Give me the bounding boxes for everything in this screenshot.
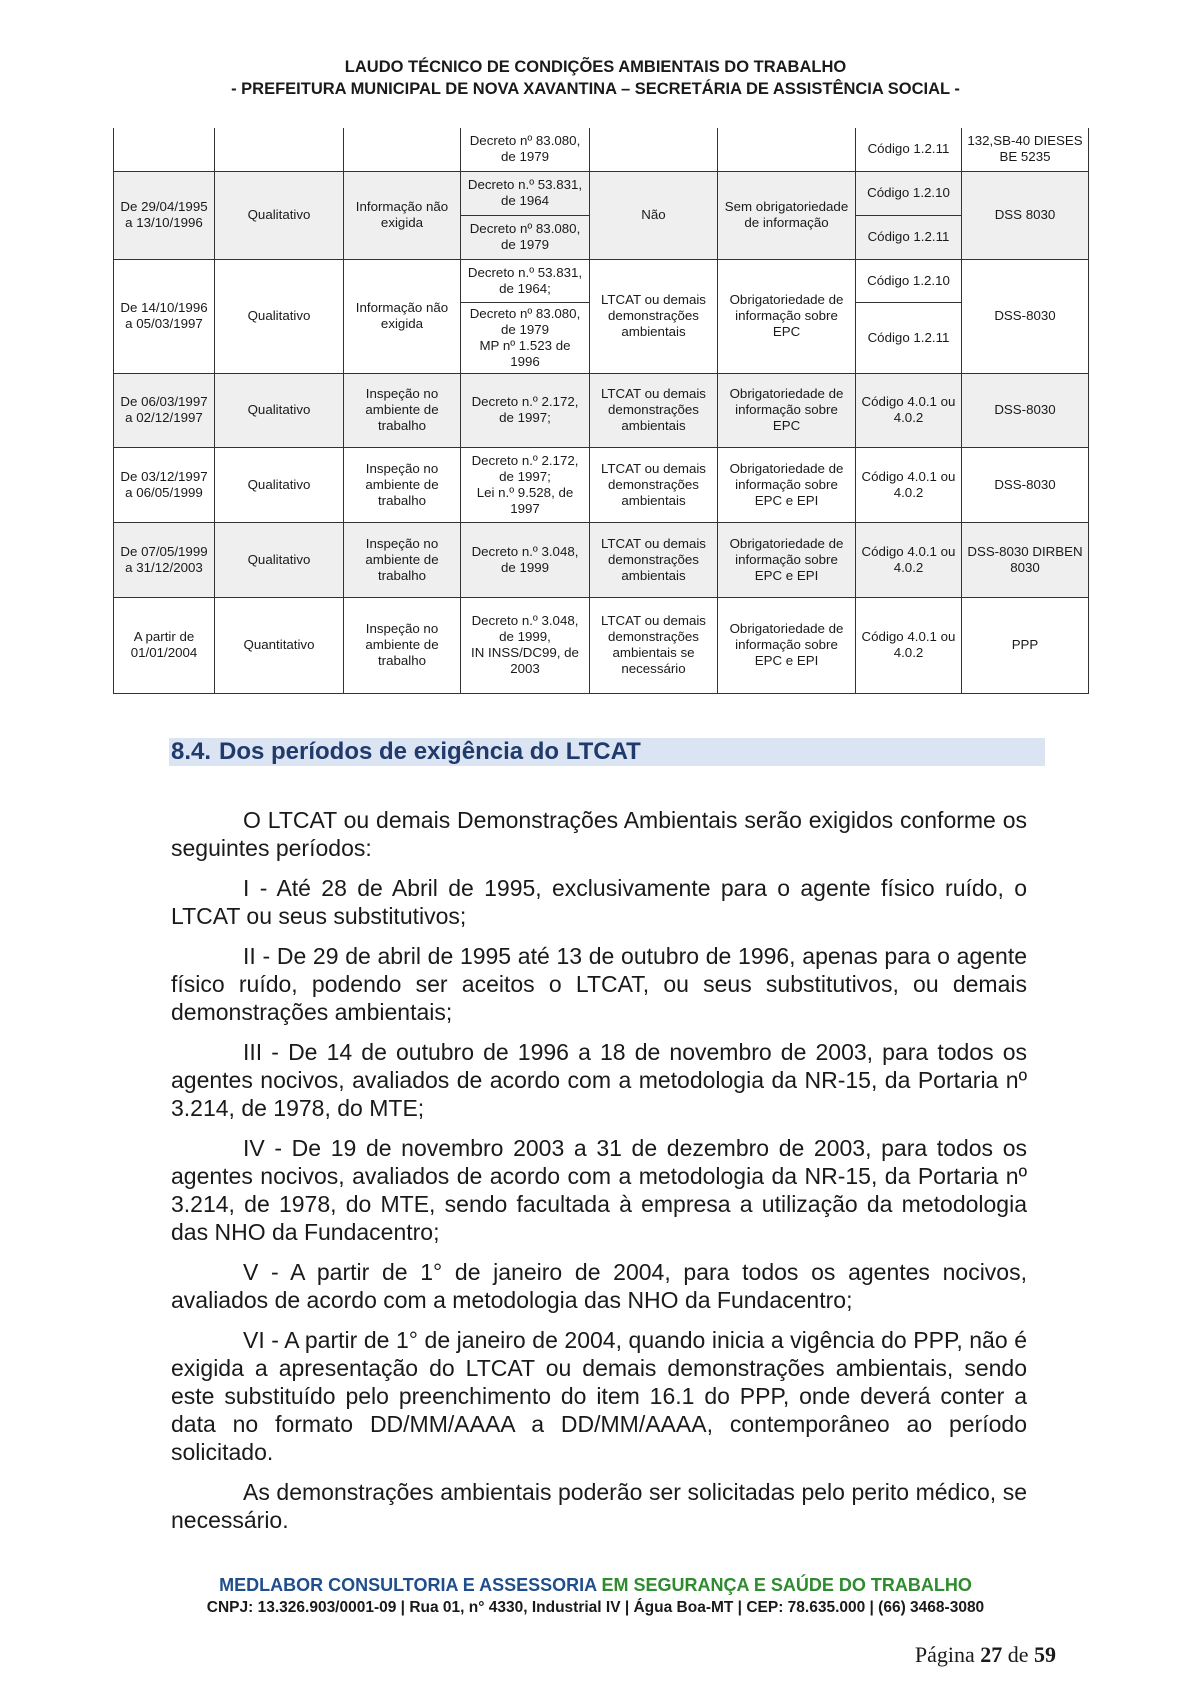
- section-title: Dos períodos de exigência do LTCAT: [219, 738, 641, 765]
- table-cell-periodo: De 06/03/1997 a 02/12/1997: [114, 373, 215, 447]
- footer-address: CNPJ: 13.326.903/0001-09 | Rua 01, n° 4330, Industrial IV | Água Boa-MT | CEP: 78.635.000 | (66) 3468-3080: [206, 1599, 985, 1616]
- table-cell-ltcat: LTCAT ou demais demonstrações ambientais: [590, 373, 718, 447]
- page-separator: de: [1007, 1642, 1029, 1667]
- table-cell-decreto: Decreto n.º 2.172, de 1997;: [461, 373, 590, 447]
- footer-company-line: [0, 1573, 1191, 1597]
- table-cell: [114, 128, 215, 171]
- table-cell-inspecao: Inspeção no ambiente de trabalho: [344, 522, 461, 597]
- table-cell-ltcat: LTCAT ou demais demonstrações ambientais: [590, 447, 718, 522]
- table-cell-tipo: Qualitativo: [215, 259, 344, 373]
- page-current: 27: [980, 1642, 1003, 1667]
- paragraph: I - Até 28 de Abril de 1995, exclusivamente para o agente físico ruído, o LTCAT ou seus substitutivos;: [171, 875, 1027, 929]
- table-cell-norma: PPP: [962, 597, 1089, 693]
- table-cell-codigo: Código 1.2.10: [856, 259, 962, 302]
- table-cell-decreto: Decreto n.º 53.831, de 1964: [461, 171, 590, 215]
- table-cell-norma: DSS-8030: [962, 373, 1089, 447]
- table-cell-decreto: Decreto n.º 53.831, de 1964;: [461, 259, 590, 302]
- table-cell-inspecao: Informação não exigida: [344, 171, 461, 259]
- table-cell-epc: Obrigatoriedade de informação sobre EPC e EPI: [718, 597, 856, 693]
- table-cell-codigo: Código 1.2.11: [856, 128, 962, 171]
- table-cell-periodo: De 07/05/1999 a 31/12/2003: [114, 522, 215, 597]
- table-cell-codigo: Código 4.0.1 ou 4.0.2: [856, 597, 962, 693]
- table-cell-tipo: Qualitativo: [215, 171, 344, 259]
- table-cell-decreto: Decreto n.º 2.172, de 1997; Lei n.º 9.528, de 1997: [461, 447, 590, 522]
- header-subtitle: - PREFEITURA MUNICIPAL DE NOVA XAVANTINA – SECRETÁRIA DE ASSISTÊNCIA SOCIAL -: [231, 80, 960, 98]
- table-cell-epc: Obrigatoriedade de informação sobre EPC: [718, 373, 856, 447]
- table-cell-tipo: Quantitativo: [215, 597, 344, 693]
- page-number: [915, 1642, 1056, 1668]
- table-cell-periodo: De 14/10/1996 a 05/03/1997: [114, 259, 215, 373]
- table-cell-periodo: De 29/04/1995 a 13/10/1996: [114, 171, 215, 259]
- table-cell-inspecao: Inspeção no ambiente de trabalho: [344, 447, 461, 522]
- paragraph: V - A partir de 1° de janeiro de 2004, para todos os agentes nocivos, avaliados de acordo com a metodologia das NHO da Fundacentro;: [171, 1259, 1027, 1313]
- table-cell-epc: Obrigatoriedade de informação sobre EPC e EPI: [718, 447, 856, 522]
- table-cell-tipo: Qualitativo: [215, 447, 344, 522]
- table-cell-inspecao: Informação não exigida: [344, 259, 461, 373]
- table-cell-epc: Sem obrigatoriedade de informação: [718, 171, 856, 259]
- table-cell: [215, 128, 344, 171]
- table-cell-inspecao: Inspeção no ambiente de trabalho: [344, 373, 461, 447]
- table-cell-ltcat: LTCAT ou demais demonstrações ambientais se necessário: [590, 597, 718, 693]
- paragraph: VI - A partir de 1° de janeiro de 2004, quando inicia a vigência do PPP, não é exigida a apresentação do LTCAT ou demais demonstrações ambientais, sendo este substituído pelo preenchimento do item 16.1 do PPP, onde deverá conter a data no formato DD/MM/AAAA a DD/MM/AAAA, contemporâneo ao período solicitado.: [171, 1327, 1027, 1465]
- table-cell-decreto: Decreto nº 83.080, de 1979 MP nº 1.523 de 1996: [461, 302, 590, 373]
- table-cell-norma: DSS 8030: [962, 171, 1089, 259]
- table-cell-codigo: Código 4.0.1 ou 4.0.2: [856, 447, 962, 522]
- table-row: [114, 171, 1089, 215]
- table-cell-norma: 132,SB-40 DIESES BE 5235: [962, 128, 1089, 171]
- table-cell-norma: DSS-8030 DIRBEN 8030: [962, 522, 1089, 597]
- table-cell: [344, 128, 461, 171]
- paragraph: O LTCAT ou demais Demonstrações Ambientais serão exigidos conforme os seguintes períodos:: [171, 807, 1027, 861]
- footer-company: MEDLABOR CONSULTORIA E ASSESSORIA: [219, 1575, 597, 1595]
- section-heading: [169, 738, 1045, 766]
- table-cell: [718, 128, 856, 171]
- paragraph: IV - De 19 de novembro 2003 a 31 de dezembro de 2003, para todos os agentes nocivos, avaliados de acordo com a metodologia da NR-15, da Portaria nº 3.214, de 1978, do MTE, sendo facultada à empresa a utilização da metodologia das NHO da Fundacentro;: [171, 1135, 1027, 1245]
- table-row: [114, 522, 1089, 597]
- table-row: [114, 373, 1089, 447]
- table-row: [114, 597, 1089, 693]
- table-cell-periodo: A partir de 01/01/2004: [114, 597, 215, 693]
- section-number: 8.4.: [171, 738, 212, 765]
- table-row: [114, 447, 1089, 522]
- paragraph: III - De 14 de outubro de 1996 a 18 de novembro de 2003, para todos os agentes nocivos, avaliados de acordo com a metodologia da NR-15, da Portaria nº 3.214, de 1978, do MTE;: [171, 1039, 1027, 1121]
- table-cell-decreto: Decreto n.º 3.048, de 1999, IN INSS/DC99, de 2003: [461, 597, 590, 693]
- table-row: [114, 259, 1089, 302]
- table-cell-decreto: Decreto nº 83.080, de 1979: [461, 215, 590, 259]
- table-cell: [590, 128, 718, 171]
- table-cell-tipo: Qualitativo: [215, 373, 344, 447]
- section-body: [171, 806, 1027, 1546]
- table-cell-decreto: Decreto nº 83.080, de 1979: [461, 128, 590, 171]
- table-cell-inspecao: Inspeção no ambiente de trabalho: [344, 597, 461, 693]
- table-cell-ltcat: LTCAT ou demais demonstrações ambientais: [590, 522, 718, 597]
- paragraph: II - De 29 de abril de 1995 até 13 de outubro de 1996, apenas para o agente físico ruído, podendo ser aceitos o LTCAT, ou seus substitutivos, ou demais demonstrações ambientais;: [171, 943, 1027, 1025]
- periods-table: [113, 128, 1089, 694]
- table-cell-ltcat: LTCAT ou demais demonstrações ambientais: [590, 259, 718, 373]
- table-cell-ltcat: Não: [590, 171, 718, 259]
- page-label: Página: [914, 1642, 975, 1667]
- table-cell-epc: Obrigatoriedade de informação sobre EPC e EPI: [718, 522, 856, 597]
- document-footer: [0, 1573, 1191, 1619]
- table-cell-norma: DSS-8030: [962, 447, 1089, 522]
- header-title: LAUDO TÉCNICO DE CONDIÇÕES AMBIENTAIS DO TRABALHO: [344, 58, 847, 76]
- table-cell-codigo: Código 1.2.10: [856, 171, 962, 215]
- table-cell-decreto: Decreto n.º 3.048, de 1999: [461, 522, 590, 597]
- table-cell-codigo: Código 4.0.1 ou 4.0.2: [856, 373, 962, 447]
- table-cell-norma: DSS-8030: [962, 259, 1089, 373]
- paragraph: As demonstrações ambientais poderão ser solicitadas pelo perito médico, se necessário.: [171, 1479, 1027, 1533]
- table-cell-periodo: De 03/12/1997 a 06/05/1999: [114, 447, 215, 522]
- table-cell-epc: Obrigatoriedade de informação sobre EPC: [718, 259, 856, 373]
- table-cell-codigo: Código 1.2.11: [856, 302, 962, 373]
- document-header: [0, 56, 1191, 100]
- footer-tagline: EM SEGURANÇA E SAÚDE DO TRABALHO: [601, 1575, 972, 1595]
- table-cell-codigo: Código 4.0.1 ou 4.0.2: [856, 522, 962, 597]
- table-row: [114, 128, 1089, 171]
- table-cell-codigo: Código 1.2.11: [856, 215, 962, 259]
- table-cell-tipo: Qualitativo: [215, 522, 344, 597]
- page-total: 59: [1034, 1642, 1056, 1667]
